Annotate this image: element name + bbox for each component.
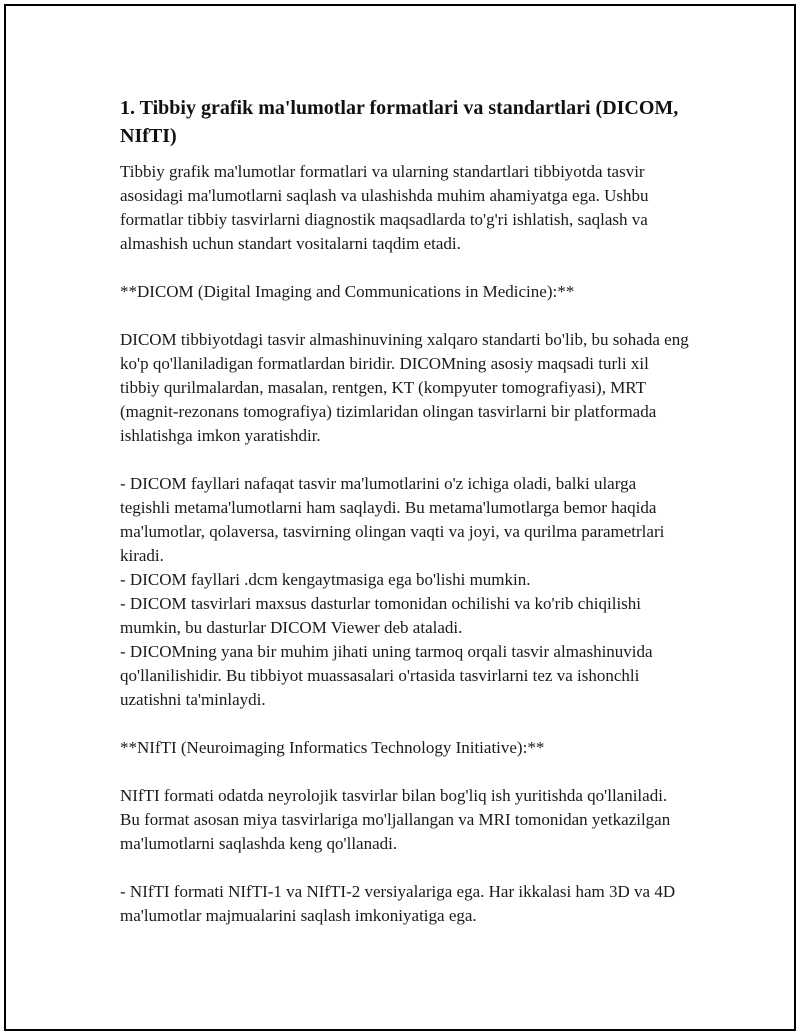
nifti-heading: **NIfTI (Neuroimaging Informatics Technology Initiative):** <box>120 738 545 757</box>
document-page <box>4 4 796 1031</box>
document-title: 1. Tibbiy grafik ma'lumotlar formatlari va standartlari (DICOM, NIfTI) <box>120 97 679 147</box>
dicom-bullet-list <box>120 472 690 712</box>
nifti-description: NIfTI formati odatda neyrolojik tasvirlar bilan bog'liq ish yuritishda qo'llaniladi. Bu format asosan miya tasvirlariga mo'ljallangan va MRI tomonidan yetkazilgan ma'lumotlarni saqlashda keng qo'llanadi. <box>120 786 671 853</box>
list-item: - DICOM fayllari .dcm kengaytmasiga ega bo'lishi mumkin. <box>120 570 531 589</box>
intro-paragraph: Tibbiy grafik ma'lumotlar formatlari va ularning standartlari tibbiyotda tasvir asosidagi ma'lumotlarni saqlash va ulashishda muhim ahamiyatga ega. Ushbu formatlar tibbiy tasvirlarni diagnostik maqsadlarda to'g'ri ishlatish, saqlash va almashish uchun standart vositalarni taqdim etadi. <box>120 162 649 253</box>
list-item: - DICOM fayllari nafaqat tasvir ma'lumotlarini o'z ichiga oladi, balki ularga tegishli metama'lumotlarni ham saqlaydi. Bu metama'lumotlarga bemor haqida ma'lumotlar, qolaversa, tasvirning olingan vaqti va joyi, va qurilma parametrlari kiradi. <box>120 474 665 565</box>
document-content <box>120 94 690 928</box>
list-item: - NIfTI formati NIfTI-1 va NIfTI-2 versiyalariga ega. Har ikkalasi ham 3D va 4D ma'lumotlar majmualarini saqlash imkoniyatiga ega. <box>120 882 676 925</box>
list-item: - DICOMning yana bir muhim jihati uning tarmoq orqali tasvir almashinuvida qo'llanilishidir. Bu tibbiyot muassasalari o'rtasida tasvirlarni tez va ishonchli uzatishni ta'minlaydi. <box>120 642 653 709</box>
dicom-description: DICOM tibbiyotdagi tasvir almashinuvining xalqaro standarti bo'lib, bu sohada eng ko'p qo'llaniladigan formatlardan biridir. DICOMning asosiy maqsadi turli xil tibbiy qurilmalardan, masalan, rentgen, KT (kompyuter tomografiyasi), MRT (magnit-rezonans tomografiya) tizimlaridan olingan tasvirlarni bir platformada ishlatishga imkon yaratishdir. <box>120 330 689 445</box>
nifti-bullet-list <box>120 880 690 928</box>
list-item: - DICOM tasvirlari maxsus dasturlar tomonidan ochilishi va ko'rib chiqilishi mumkin, bu dasturlar DICOM Viewer deb ataladi. <box>120 594 642 637</box>
dicom-heading: **DICOM (Digital Imaging and Communications in Medicine):** <box>120 282 575 301</box>
